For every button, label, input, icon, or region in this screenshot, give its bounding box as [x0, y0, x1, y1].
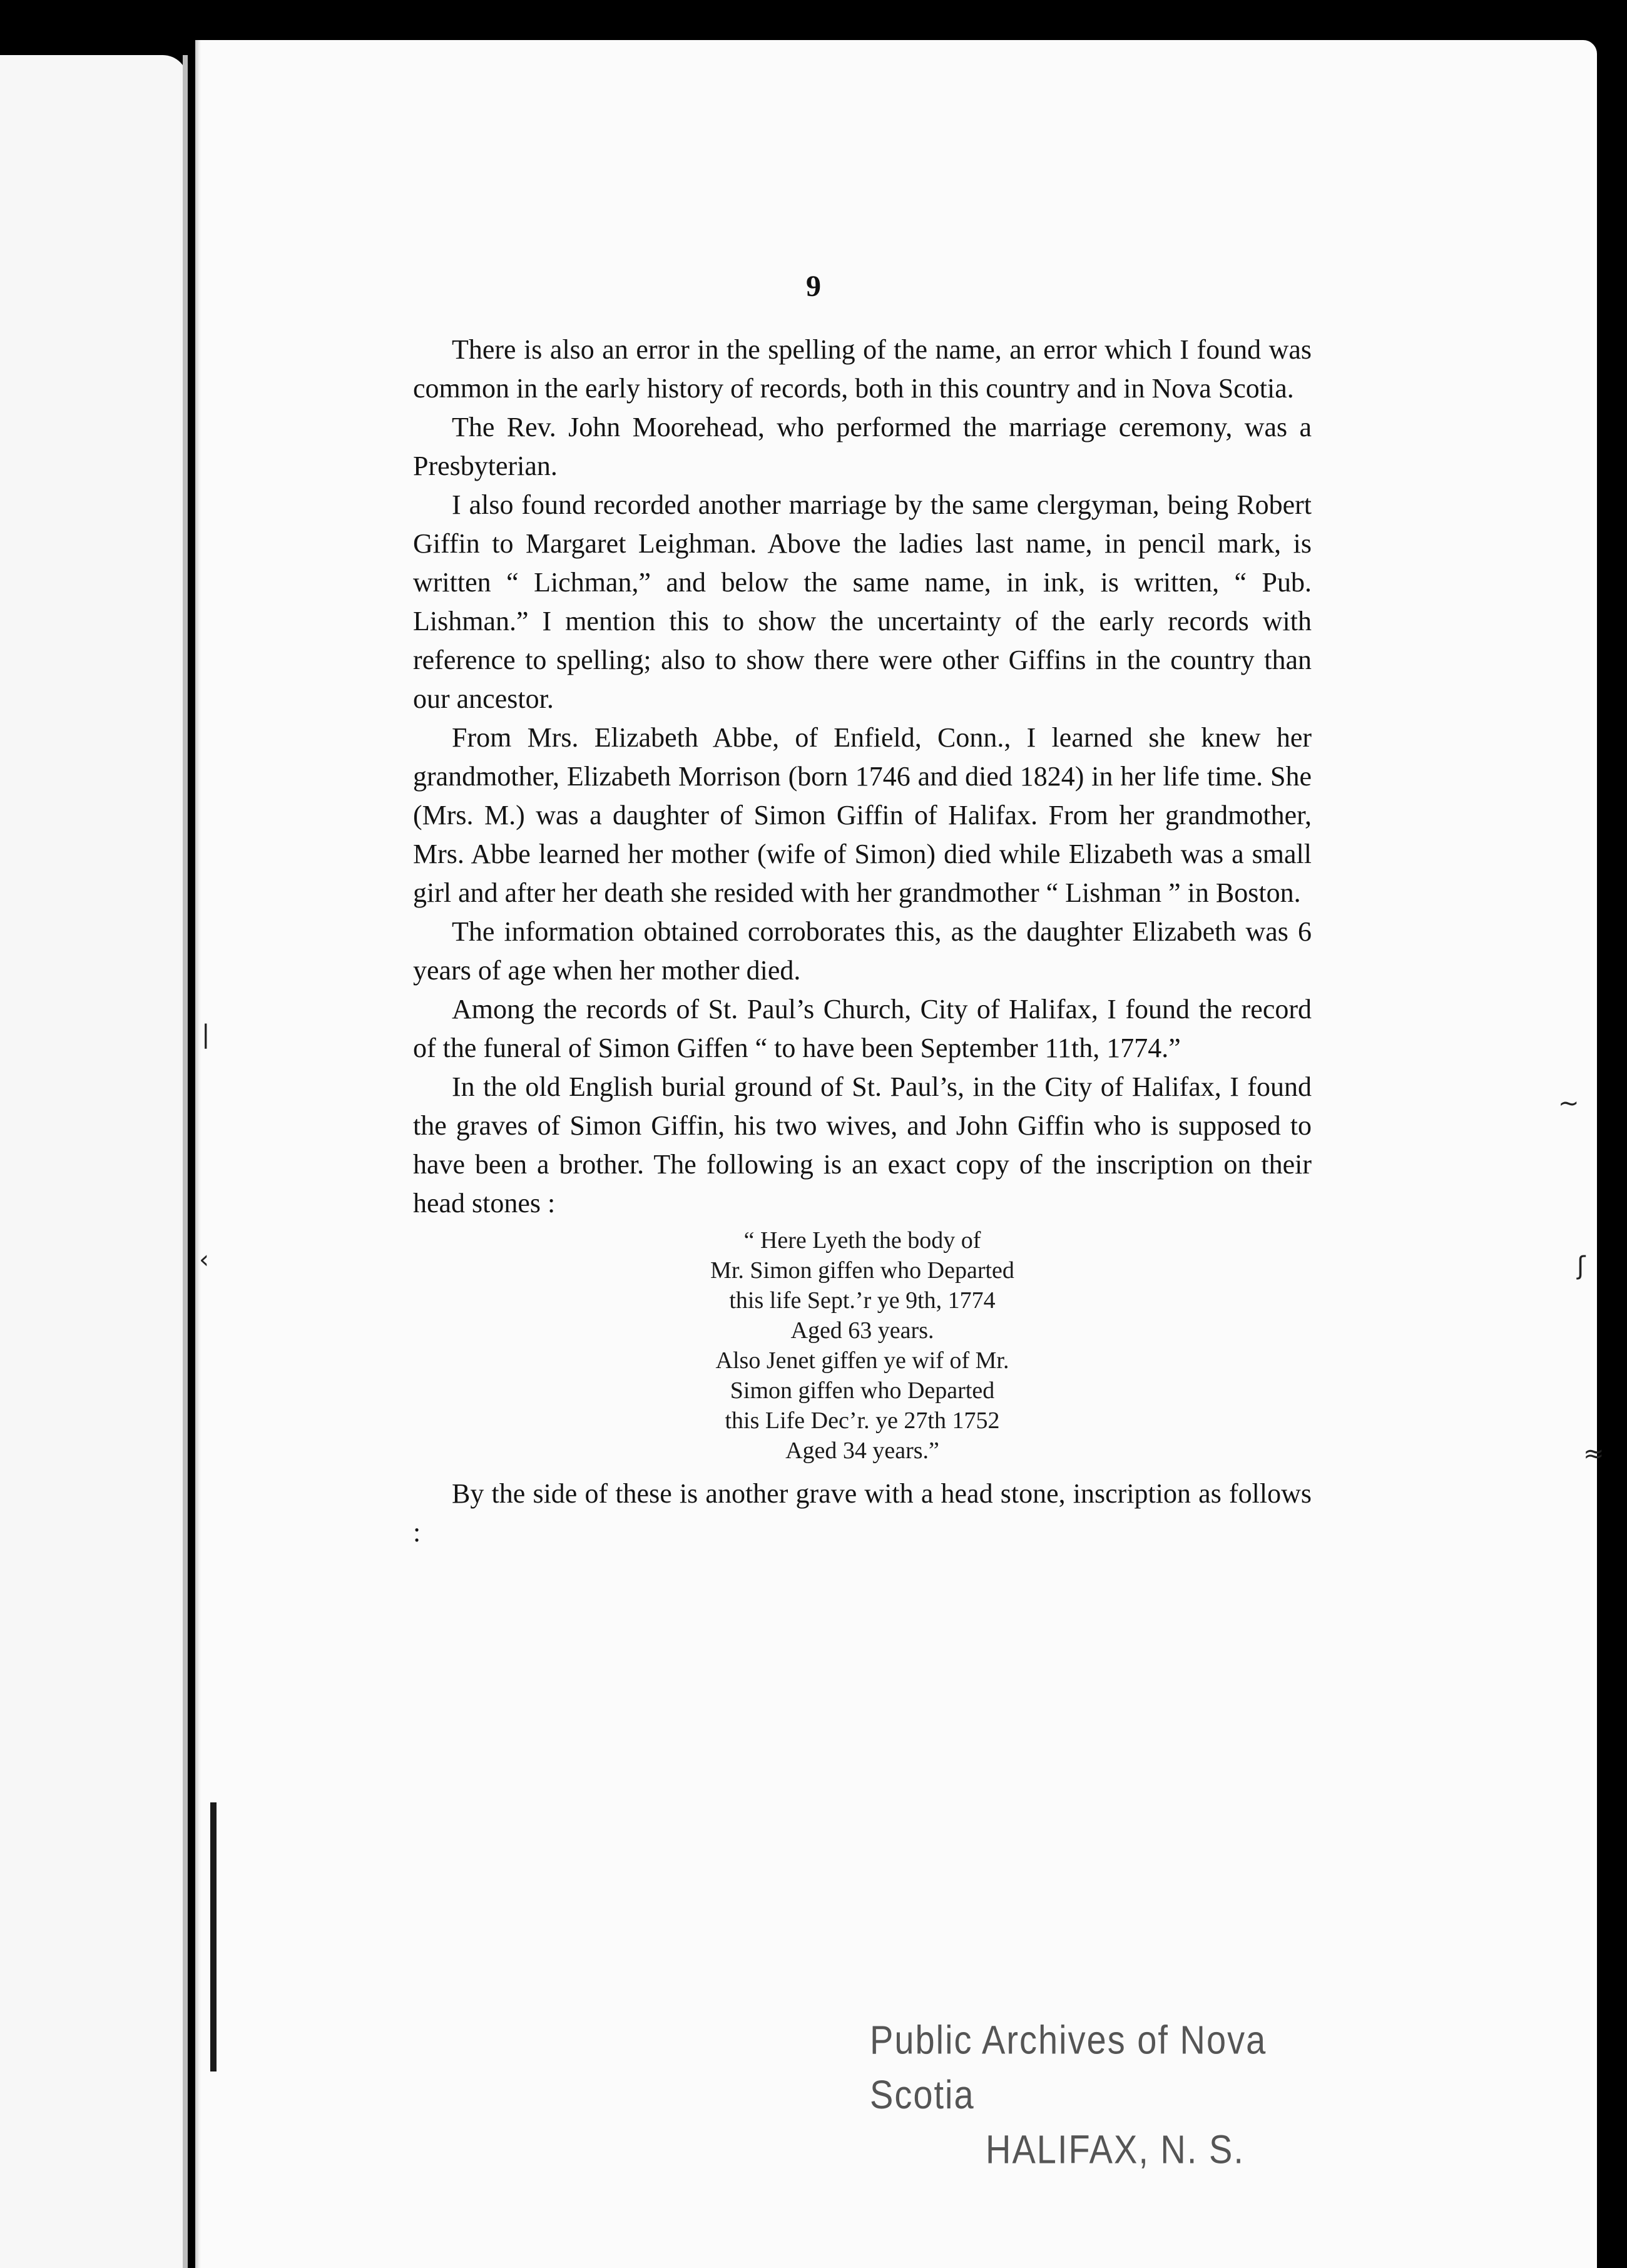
margin-tick-mark: |: [201, 1020, 210, 1049]
facing-page: [0, 55, 188, 2268]
inscription-line: Aged 63 years.: [790, 1317, 934, 1344]
paragraph: By the side of these is another grave with a head stone, inscription as follows :: [413, 1478, 1312, 1548]
paragraph: Among the records of St. Paul’s Church, City of Halifax, I found the record of the funeral of Simon Giffen “ to have been September 11th, 1774.”: [413, 994, 1312, 1063]
archives-stamp: [870, 2013, 1345, 2177]
margin-ink-mark: ʃ: [1577, 1252, 1586, 1280]
inscription-line: Mr. Simon giffen who Departed: [710, 1257, 1014, 1284]
paragraph: The information obtained corroborates this, as the daughter Elizabeth was 6 years of age when her mother died.: [413, 916, 1312, 986]
inscription-line: Simon giffen who Departed: [730, 1377, 995, 1404]
margin-ink-mark: ≈: [1583, 1439, 1604, 1468]
page-number: 9: [806, 270, 821, 303]
paragraph: There is also an error in the spelling of the name, an error which I found was common in the early history of records, both in this country and in Nova Scotia.: [413, 334, 1312, 404]
inscription-line: this Life Dec’r. ye 27th 1752: [725, 1407, 1000, 1434]
inscription-line: Aged 34 years.”: [785, 1438, 939, 1464]
inscription-line: “ Here Lyeth the body of: [743, 1227, 981, 1254]
margin-tick-mark: ‹: [199, 1245, 209, 1274]
paragraph: In the old English burial ground of St. Paul’s, in the City of Halifax, I found the graves of Simon Giffin, his two wives, and John Giffin who is supposed to have been a brother. The following is an exact copy of the inscription on their head stones :: [413, 1071, 1312, 1218]
binding-shadow: [210, 1802, 217, 2071]
body-text: [413, 330, 1312, 1552]
paragraph: From Mrs. Elizabeth Abbe, of Enfield, Conn., I learned she knew her grandmother, Elizabeth Morrison (born 1746 and died 1824) in her life time. She (Mrs. M.) was a daughter of Simon Giffin of Halifax. From her grandmother, Mrs. Abbe learned her mother (wife of Simon) died while Elizabeth was a small girl and after her death she resided with her grandmother “ Lishman ” in Boston.: [413, 722, 1312, 908]
facing-page-edge: [183, 55, 188, 2268]
stamp-line-location: HALIFAX, N. S.: [986, 2126, 1245, 2172]
margin-ink-mark: ~: [1558, 1089, 1579, 1118]
stamp-line-archives: Public Archives of Nova Scotia: [870, 2016, 1267, 2117]
inscription-line: this life Sept.’r ye 9th, 1774: [729, 1287, 996, 1314]
headstone-inscription: [413, 1225, 1312, 1466]
paragraph: The Rev. John Moorehead, who performed the marriage ceremony, was a Presbyterian.: [413, 412, 1312, 481]
paragraph: I also found recorded another marriage by the same clergyman, being Robert Giffin to Margaret Leighman. Above the ladies last name, in pencil mark, is written “ Lichman,” and below the same name, in ink, is written, “ Pub. Lishman.” I mention this to show the uncertainty of the early records with reference to spelling; also to show there were other Giffins in the country than our ancestor.: [413, 489, 1312, 714]
inscription-line: Also Jenet giffen ye wif of Mr.: [715, 1347, 1009, 1374]
